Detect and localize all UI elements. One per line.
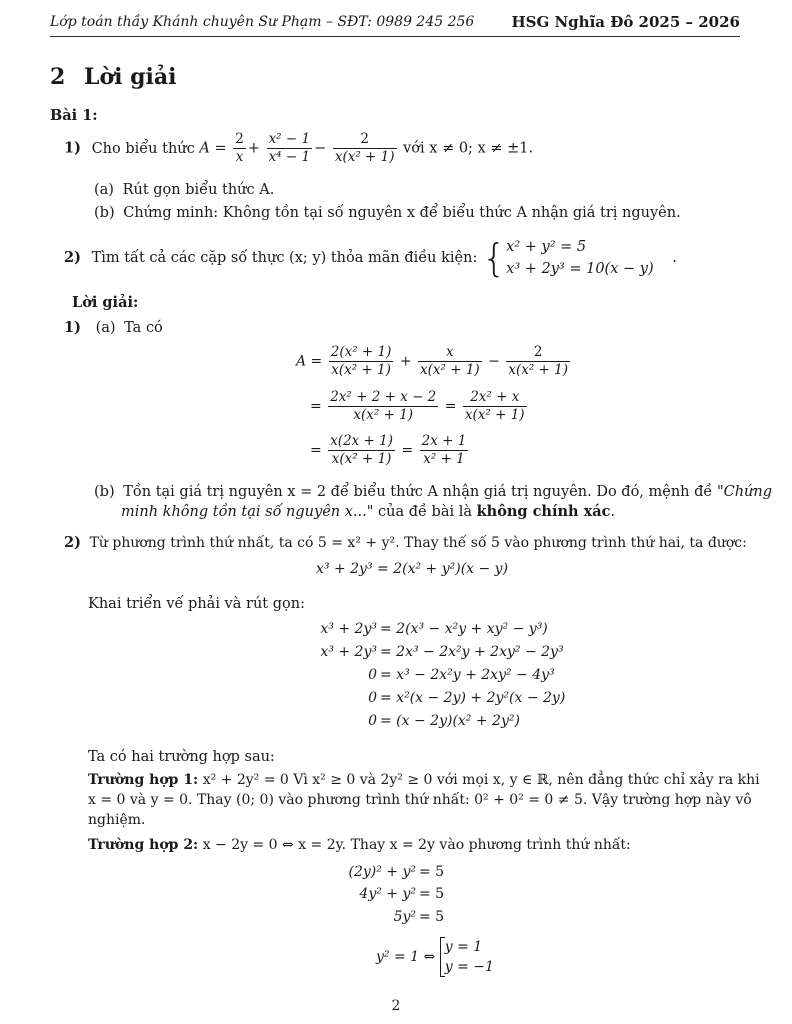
problem-1-A: A =	[199, 140, 227, 157]
problem-label: Bài 1:	[50, 107, 98, 124]
expansion-lhs: 0	[368, 690, 377, 706]
problem-2-text: Tìm tất cả các cặp số thực (x; y) thỏa mãn điều kiện:	[91, 250, 478, 266]
case-1-line1: Trường hợp 1: x² + 2y² = 0 Vì x² ≥ 0 và 2y² ≥ 0 với mọi x, y ∈ ℝ, nên đẳng thức chỉ xảy ra khi	[88, 772, 760, 788]
problem-1-number: 1)	[64, 139, 81, 157]
solution-bracket: y = 1 y = −1	[440, 937, 494, 977]
solution-1a: 1) (a) Ta có	[64, 319, 163, 336]
solution-1b-line1: (b) Tồn tại giá trị nguyên x = 2 để biểu thức A nhận giá trị nguyên. Do đó, mệnh đề "Chứng	[94, 484, 773, 500]
derivation-row-1: A = $\frac{\text{2(x² + 1)}}{\text{x(x² + 1)}}$ + $\frac{x}{\text{x(x² + 1)}}$ − $\frac{2}{\text{x(x² + 1)}}$	[296, 344, 568, 378]
expansion-rhs: = (x − 2y)(x² + 2y²)	[380, 713, 520, 729]
header-course-info: Lớp toán thầy Khánh chuyên Sư Phạm – SĐT: 0989 245 256	[50, 14, 475, 30]
expansion-rhs: = 2(x³ − x²y + xy² − y³)	[380, 621, 548, 637]
fraction: $\frac{2}{x}$	[235, 131, 244, 165]
case-2-rhs: = 5	[419, 864, 445, 880]
case-2-lhs: 5y²	[393, 909, 416, 925]
problem-1b: (b) Chứng minh: Không tồn tại số nguyên x để biểu thức A nhận giá trị nguyên.	[94, 205, 681, 221]
solution-2-intro: 2) Từ phương trình thứ nhất, ta có 5 = x² + y². Thay thế số 5 vào phương trình thứ hai, ta được:	[64, 534, 747, 551]
solution-1b-line2: minh không tồn tại số nguyên x..." của đề bài là không chính xác.	[121, 503, 616, 520]
page-number: 2	[391, 998, 401, 1014]
case-2-lhs: (2y)² + y²	[348, 864, 416, 880]
cases-intro: Ta có hai trường hợp sau:	[88, 749, 275, 765]
section-title: Lời giải	[84, 64, 177, 90]
final-step: y² = 1 ⇔ y = 1 y = −1	[376, 939, 494, 975]
case-2-rhs: = 5	[419, 886, 445, 902]
substituted-equation: x³ + 2y³ = 2(x² + y²)(x − y)	[316, 561, 509, 577]
fraction: $\frac{\text{x² − 1}}{\text{x⁴ − 1}}$	[268, 131, 311, 165]
problem-2: 2) Tìm tất cả các cặp số thực (x; y) thỏa mãn điều kiện: { x² + y² = 5 x³ + 2y³ = 10(x − y) .	[64, 236, 677, 280]
expansion-rhs: = x³ − 2x²y + 2xy² − 4y³	[380, 667, 555, 683]
case-1-line3: nghiệm.	[88, 812, 146, 828]
header-exam-title: HSG Nghĩa Đô 2025 – 2026	[511, 13, 740, 31]
case-2-lhs: 4y² + y²	[359, 886, 416, 902]
problem-1: 1) Cho biểu thức A = $\frac{2}{x}$ + $\frac{\text{x² − 1}}{\text{x⁴ − 1}}$ − $\frac{2}{\text{x(x² + 1)}}$ với x ≠ 0; x ≠ ±1.	[64, 131, 534, 165]
expansion-lhs: x³ + 2y³	[320, 644, 377, 660]
expansion-rhs: = x²(x − 2y) + 2y²(x − 2y)	[380, 690, 566, 706]
solution-title: Lời giải:	[72, 294, 139, 311]
expansion-lhs: 0	[368, 667, 377, 683]
expansion-rhs: = 2x³ − 2x²y + 2xy² − 2y³	[380, 644, 564, 660]
case-2-rhs: = 5	[419, 909, 445, 925]
derivation-row-2: = $\frac{\text{2x² + 2 + x − 2}}{\text{x(x² + 1)}}$ = $\frac{\text{2x² + x}}{\text{x(x² + 1)}}$	[310, 389, 525, 423]
expand-text: Khai triển vế phải và rút gọn:	[88, 596, 305, 612]
derivation-row-3: = $\frac{x(2x + 1)}{\text{x(x² + 1)}}$ = $\frac{2x + 1}{\text{x² + 1}}$	[310, 433, 467, 467]
problem-1a: (a) Rút gọn biểu thức A.	[94, 182, 275, 198]
problem-2-number: 2)	[64, 249, 81, 266]
fraction: $\frac{2}{\text{x(x² + 1)}}$	[334, 131, 395, 165]
problem-1-condition: với x ≠ 0; x ≠ ±1.	[403, 140, 534, 157]
section-heading	[50, 64, 177, 90]
problem-1-lead: Cho biểu thức	[91, 140, 195, 157]
section-number: 2	[50, 64, 66, 90]
header-divider	[50, 36, 740, 37]
case-1-line2: x = 0 và y = 0. Thay (0; 0) vào phương trình thứ nhất: 0² + 0² = 0 ≠ 5. Vậy trường hợp này vô	[88, 792, 752, 808]
expansion-lhs: x³ + 2y³	[320, 621, 377, 637]
expansion-lhs: 0	[368, 713, 377, 729]
case-2-line: Trường hợp 2: x − 2y = 0 ⇔ x = 2y. Thay x = 2y vào phương trình thứ nhất:	[88, 837, 631, 853]
equation-system: { x² + y² = 5 x³ + 2y³ = 10(x − y)	[481, 236, 654, 280]
